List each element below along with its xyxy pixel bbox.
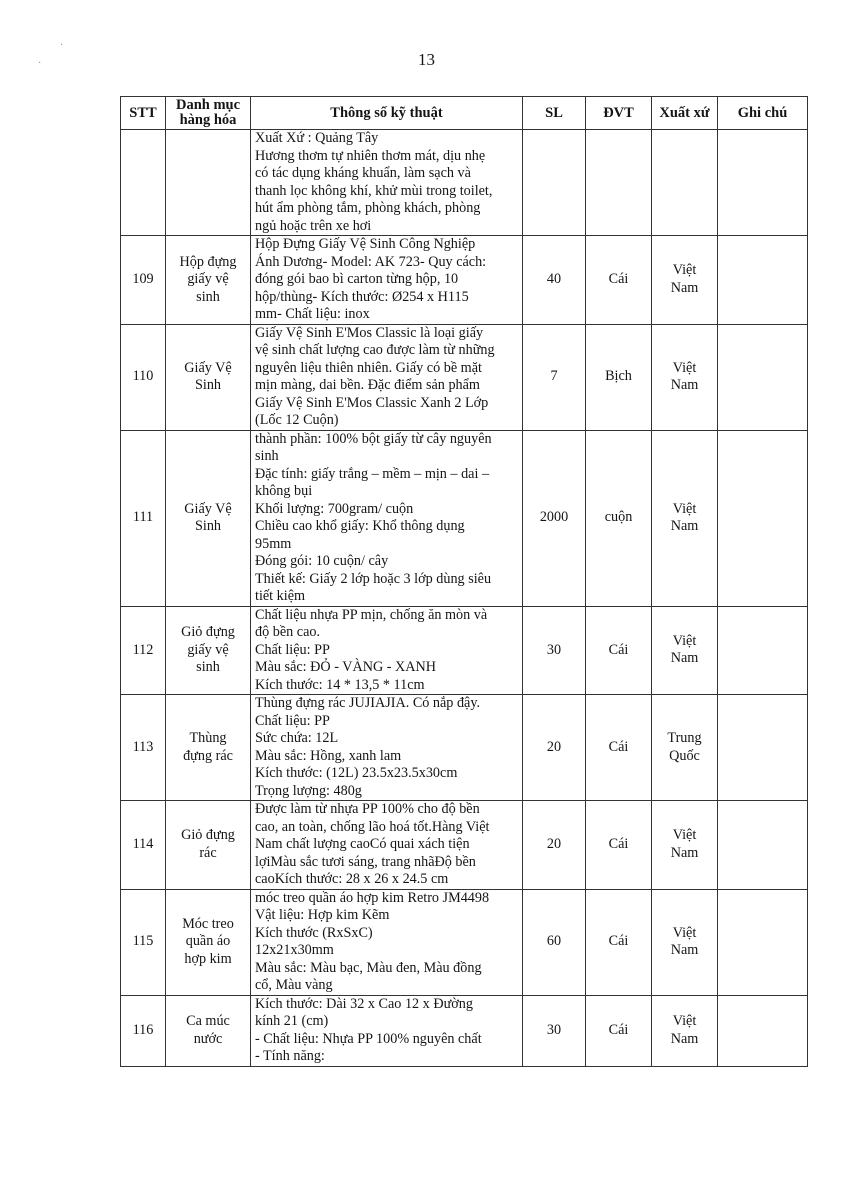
origin-line: Việt bbox=[672, 632, 697, 649]
table-row bbox=[121, 889, 808, 995]
cell-qty: 2000 bbox=[523, 430, 586, 606]
spec-line: Giấy Vệ Sinh E'Mos Classic là loại giấy bbox=[255, 324, 484, 341]
spec-line: Giấy Vệ Sinh E'Mos Classic Xanh 2 Lớp bbox=[255, 394, 489, 411]
spec-line: Nam chất lượng caoCó quai xách tiện bbox=[255, 836, 470, 852]
spec-line: sinh bbox=[255, 448, 279, 464]
table-row bbox=[121, 430, 808, 606]
cell-note bbox=[718, 430, 808, 606]
cell-qty: 20 bbox=[523, 695, 586, 801]
cell-spec bbox=[251, 695, 523, 801]
cell-unit: Cái bbox=[586, 236, 652, 325]
spec-line: - Tính năng: bbox=[255, 1048, 325, 1064]
spec-line: caoKích thước: 28 x 26 x 24.5 cm bbox=[255, 871, 449, 887]
cell-spec bbox=[251, 324, 523, 430]
spec-line: Xuất Xứ : Quảng Tây bbox=[255, 130, 379, 146]
cell-origin bbox=[652, 695, 718, 801]
spec-line: Được làm từ nhựa PP 100% cho độ bền bbox=[255, 801, 480, 817]
table-row bbox=[121, 606, 808, 695]
category-line: đựng rác bbox=[183, 747, 233, 764]
origin-line: Quốc bbox=[669, 747, 700, 764]
cell-stt: 115 bbox=[121, 889, 166, 995]
table-row bbox=[121, 801, 808, 890]
spec-line: 12x21x30mm bbox=[255, 942, 334, 958]
category-line: Giấy Vệ bbox=[184, 500, 232, 517]
cell-note bbox=[718, 606, 808, 695]
spec-line: Chất liệu: PP bbox=[255, 712, 330, 729]
cell-category bbox=[166, 236, 251, 325]
cell-category bbox=[166, 801, 251, 890]
cell-unit: Cái bbox=[586, 801, 652, 890]
cell-origin bbox=[652, 889, 718, 995]
category-line: Giỏ đựng bbox=[181, 827, 235, 844]
table-row bbox=[121, 324, 808, 430]
origin-line: Việt bbox=[672, 1013, 697, 1029]
category-line: Giấy Vệ bbox=[184, 359, 232, 376]
spec-line: Hộp Đựng Giấy Vệ Sinh Công Nghiệp bbox=[255, 236, 476, 252]
header-spec: Thông số kỹ thuật bbox=[251, 97, 523, 130]
page-number: 13 bbox=[418, 50, 435, 69]
spec-line: Màu sắc: ĐỎ - VÀNG - XANH bbox=[255, 659, 436, 675]
cell-stt bbox=[121, 130, 166, 236]
cell-category bbox=[166, 695, 251, 801]
spec-line: kính 21 (cm) bbox=[255, 1013, 329, 1029]
cell-stt: 113 bbox=[121, 695, 166, 801]
category-line: Hộp đựng bbox=[179, 253, 237, 270]
cell-origin bbox=[652, 995, 718, 1066]
spec-line: Đặc tính: giấy trắng – mềm – mịn – dai – bbox=[255, 465, 490, 482]
cell-qty: 60 bbox=[523, 889, 586, 995]
cell-spec bbox=[251, 236, 523, 325]
spec-line: mịn màng, dai bền. Đặc điểm sản phẩm bbox=[255, 377, 480, 393]
header-qty: SL bbox=[523, 97, 586, 130]
spec-line: Kích thước: (12L) 23.5x23.5x30cm bbox=[255, 765, 458, 781]
scan-speck: · bbox=[60, 40, 64, 51]
origin-line: Nam bbox=[670, 377, 699, 393]
cell-origin bbox=[652, 606, 718, 695]
cell-note bbox=[718, 995, 808, 1066]
origin-line: Nam bbox=[670, 844, 699, 861]
product-spec-table bbox=[120, 96, 808, 1067]
origin-line: Việt bbox=[672, 500, 697, 517]
cell-note bbox=[718, 130, 808, 236]
scan-speck: · bbox=[38, 58, 42, 69]
spec-line: Sức chứa: 12L bbox=[255, 730, 339, 746]
spec-line: cổ, Màu vàng bbox=[255, 977, 333, 993]
cell-unit bbox=[586, 130, 652, 236]
spec-line: mm- Chất liệu: inox bbox=[255, 306, 370, 322]
category-line: giấy vệ bbox=[187, 641, 229, 658]
cell-qty: 30 bbox=[523, 606, 586, 695]
cell-origin bbox=[652, 236, 718, 325]
spec-line: Hương thơm tự nhiên thơm mát, dịu nhẹ bbox=[255, 147, 486, 164]
cell-origin bbox=[652, 130, 718, 236]
spec-line: Kích thước: 14 * 13,5 * 11cm bbox=[255, 676, 425, 693]
spec-line: không bụi bbox=[255, 483, 313, 499]
table-row bbox=[121, 236, 808, 325]
spec-line: - Chất liệu: Nhựa PP 100% nguyên chất bbox=[255, 1030, 482, 1047]
category-line: Sinh bbox=[194, 518, 222, 534]
cell-origin bbox=[652, 324, 718, 430]
spec-line: tiết kiệm bbox=[255, 588, 306, 604]
spec-line: Màu sắc: Hồng, xanh lam bbox=[255, 747, 402, 764]
spec-line: Đóng gói: 10 cuộn/ cây bbox=[255, 553, 389, 569]
origin-line: Nam bbox=[670, 279, 699, 296]
cell-category bbox=[166, 889, 251, 995]
spec-line: Chất liệu: PP bbox=[255, 641, 330, 658]
spec-line: (Lốc 12 Cuộn) bbox=[255, 412, 339, 428]
cell-note bbox=[718, 236, 808, 325]
cell-unit: Cái bbox=[586, 995, 652, 1066]
cell-spec bbox=[251, 801, 523, 890]
cell-category bbox=[166, 324, 251, 430]
spec-line: có tác dụng kháng khuẩn, làm sạch và bbox=[255, 165, 471, 181]
table-row-continuation bbox=[121, 130, 808, 236]
header-category bbox=[166, 97, 251, 130]
header-unit: ĐVT bbox=[586, 97, 652, 130]
spec-line: Chất liệu nhựa PP mịn, chống ăn mòn và bbox=[255, 606, 488, 623]
header-category-line-1: Danh mục bbox=[175, 97, 241, 113]
table-body bbox=[121, 130, 808, 1067]
category-line: Móc treo bbox=[182, 915, 234, 932]
cell-category bbox=[166, 430, 251, 606]
spec-line: hộp/thùng- Kích thước: Ø254 x H115 bbox=[255, 288, 469, 305]
cell-spec bbox=[251, 889, 523, 995]
spec-line: móc treo quần áo hợp kim Retro JM4498 bbox=[255, 889, 490, 906]
spec-line: 95mm bbox=[255, 535, 292, 552]
spec-line: hút ẩm phòng tắm, phòng khách, phòng bbox=[255, 200, 481, 216]
spec-line: vệ sinh chất lượng cao được làm từ những bbox=[255, 342, 495, 358]
cell-origin bbox=[652, 430, 718, 606]
cell-note bbox=[718, 889, 808, 995]
category-line: Ca múc bbox=[186, 1013, 230, 1029]
cell-unit: Cái bbox=[586, 695, 652, 801]
spec-line: Kích thước: Dài 32 x Cao 12 x Đường bbox=[255, 995, 473, 1012]
category-line: sinh bbox=[196, 288, 220, 305]
cell-spec bbox=[251, 430, 523, 606]
spec-line: Thùng đựng rác JUJIAJIA. Có nắp đậy. bbox=[255, 695, 481, 711]
spec-line: Vật liệu: Hợp kim Kẽm bbox=[255, 907, 390, 923]
category-line: sinh bbox=[196, 659, 220, 675]
cell-qty: 40 bbox=[523, 236, 586, 325]
spec-line: Khối lượng: 700gram/ cuộn bbox=[255, 500, 414, 517]
cell-stt: 110 bbox=[121, 324, 166, 430]
category-line: Giỏ đựng bbox=[181, 624, 235, 640]
cell-spec bbox=[251, 606, 523, 695]
category-line: quần áo bbox=[185, 933, 231, 950]
origin-line: Trung bbox=[667, 730, 702, 746]
spec-line: cao, an toàn, chống lão hoá tốt.Hàng Việt bbox=[255, 818, 490, 835]
spec-line: lợiMàu sắc tươi sáng, trang nhãĐộ bền bbox=[255, 853, 476, 870]
spec-line: Ánh Dương- Model: AK 723- Quy cách: bbox=[255, 253, 487, 270]
origin-line: Việt bbox=[672, 924, 697, 941]
cell-unit: Bịch bbox=[586, 324, 652, 430]
table-row bbox=[121, 695, 808, 801]
category-line: hợp kim bbox=[184, 950, 232, 967]
spec-line: Trọng lượng: 480g bbox=[255, 782, 362, 799]
spec-line: Thiết kế: Giấy 2 lớp hoặc 3 lớp dùng siêu bbox=[255, 570, 492, 587]
cell-note bbox=[718, 324, 808, 430]
spec-line: Màu sắc: Màu bạc, Màu đen, Màu đồng bbox=[255, 959, 482, 976]
table-row bbox=[121, 995, 808, 1066]
cell-stt: 109 bbox=[121, 236, 166, 325]
origin-line: Việt bbox=[672, 827, 697, 844]
category-line: giấy vệ bbox=[187, 271, 229, 287]
cell-qty bbox=[523, 130, 586, 236]
origin-line: Việt bbox=[672, 262, 697, 279]
header-note: Ghi chú bbox=[718, 97, 808, 130]
origin-line: Nam bbox=[670, 942, 699, 958]
cell-stt: 114 bbox=[121, 801, 166, 890]
table-header-row bbox=[121, 97, 808, 130]
cell-stt: 111 bbox=[121, 430, 166, 606]
spec-line: độ bền cao. bbox=[255, 624, 321, 640]
cell-spec bbox=[251, 995, 523, 1066]
cell-stt: 116 bbox=[121, 995, 166, 1066]
cell-spec bbox=[251, 130, 523, 236]
origin-line: Nam bbox=[670, 518, 699, 534]
cell-category bbox=[166, 995, 251, 1066]
origin-line: Nam bbox=[670, 1030, 699, 1047]
cell-category bbox=[166, 130, 251, 236]
spec-line: thành phần: 100% bột giấy từ cây nguyên bbox=[255, 430, 492, 447]
spec-line: ngủ hoặc trên xe hơi bbox=[255, 217, 372, 234]
spec-line: Chiều cao khổ giấy: Khổ thông dụng bbox=[255, 518, 465, 534]
cell-unit: Cái bbox=[586, 606, 652, 695]
cell-qty: 20 bbox=[523, 801, 586, 890]
spec-line: nguyên liệu thiên nhiên. Giấy có bề mặt bbox=[255, 359, 482, 376]
spec-line: đóng gói bao bì carton từng hộp, 10 bbox=[255, 271, 459, 287]
cell-stt: 112 bbox=[121, 606, 166, 695]
cell-note bbox=[718, 801, 808, 890]
spec-line: Kích thước (RxSxC) bbox=[255, 924, 373, 941]
category-line: rác bbox=[199, 844, 217, 861]
header-category-line-2: hàng hóa bbox=[179, 112, 237, 128]
category-line: Sinh bbox=[194, 377, 222, 393]
header-origin: Xuất xứ bbox=[652, 97, 718, 130]
category-line: nước bbox=[193, 1030, 223, 1047]
spec-line: thanh lọc không khí, khử mùi trong toilet, bbox=[255, 182, 493, 199]
cell-note bbox=[718, 695, 808, 801]
cell-qty: 30 bbox=[523, 995, 586, 1066]
category-line: Thùng bbox=[189, 730, 227, 746]
cell-qty: 7 bbox=[523, 324, 586, 430]
cell-origin bbox=[652, 801, 718, 890]
origin-line: Nam bbox=[670, 650, 699, 667]
cell-unit: cuộn bbox=[586, 430, 652, 606]
cell-unit: Cái bbox=[586, 889, 652, 995]
cell-category bbox=[166, 606, 251, 695]
header-stt: STT bbox=[121, 97, 166, 130]
origin-line: Việt bbox=[672, 359, 697, 376]
